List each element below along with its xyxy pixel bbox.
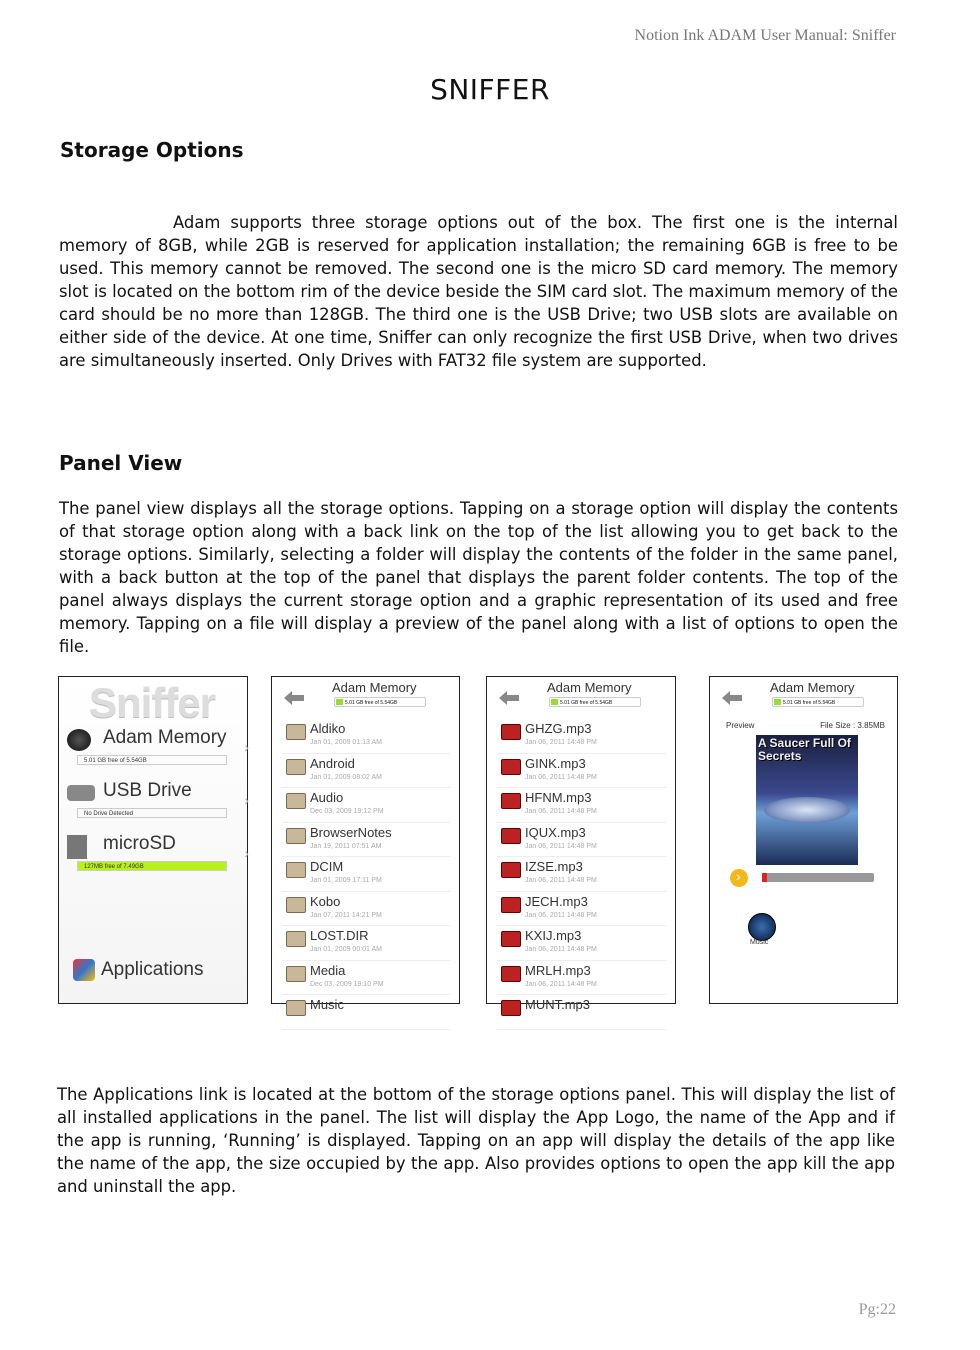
folder-icon <box>286 828 306 844</box>
mp3-file-icon <box>501 828 521 844</box>
folder-icon <box>286 931 306 947</box>
file-list-screenshot <box>486 676 676 1012</box>
sniffer-logo: Sniffer <box>89 679 216 726</box>
mp3-file-icon <box>501 862 521 878</box>
list-item[interactable] <box>282 823 451 858</box>
item-date: Jan 06, 2011 14:48 PM <box>525 946 597 953</box>
mp3-file-icon <box>501 966 521 982</box>
item-date: Jan 07, 2011 14:21 PM <box>310 911 382 919</box>
back-arrow-icon[interactable] <box>722 691 742 705</box>
list-item[interactable] <box>497 788 667 823</box>
item-date: Jan 06, 2011 14:48 PM <box>525 842 597 850</box>
storage-usage-bar <box>77 808 227 818</box>
page-title: SNIFFER <box>430 73 550 106</box>
item-date: Jan 01, 2009 01:13 AM <box>310 739 382 746</box>
item-name: JECH.mp3 <box>525 893 588 909</box>
brain-icon <box>67 729 91 751</box>
preview-label: Preview <box>726 721 755 730</box>
list-item[interactable] <box>282 857 451 892</box>
item-name: MUNT.mp3 <box>525 997 591 1012</box>
section-heading-panel-view: Panel View <box>59 451 183 475</box>
item-name: GINK.mp3 <box>525 755 586 771</box>
saucer-graphic <box>764 797 850 823</box>
applications-paragraph: The Applications link is located at the bottom of the storage options panel. This will display the list of all installed applications in the panel. The list will display the App Logo, the name of the App and if the app is running, ‘Running’ is displayed. Tapping on an app will display the details of the app like the name of the app, the size occupied by the app. Also provides options to open the app kill the app and uninstall the app. <box>57 1085 895 1196</box>
mp3-file-icon <box>501 759 521 775</box>
item-date: Dec 03, 2009 19:10 PM <box>310 980 384 988</box>
folder-icon <box>286 793 306 809</box>
folder-icon <box>286 862 306 878</box>
mp3-file-icon <box>501 724 521 740</box>
music-app-icon[interactable] <box>748 913 776 941</box>
item-name: IQUX.mp3 <box>525 824 586 840</box>
item-name: KXIJ.mp3 <box>525 928 582 943</box>
play-button[interactable] <box>730 869 748 887</box>
list-item[interactable] <box>282 719 451 754</box>
item-name: Audio <box>310 790 344 805</box>
list-item[interactable] <box>282 961 451 996</box>
item-name: Music <box>310 997 344 1012</box>
storage-options-text: Adam supports three storage options out of the box. The first one is the internal memory of 8GB, while 2GB is reserved for application installation; the remaining 6GB is free to be used. This memory cannot be removed. The second one is the micro SD card memory. The memory slot is located on the bottom rim of the device beside the SIM card slot. The maximum memory of the card should be no more than 128GB. The third one is the USB Drive; two USB slots are available on either side of the device. At one time, Sniffer can only recognize the first USB Drive, when two drives are simultaneously inserted. Only Drives with FAT32 file system are supported. <box>59 213 898 370</box>
item-name: Media <box>310 962 346 978</box>
item-name: GHZG.mp3 <box>525 721 592 736</box>
mp3-file-icon <box>501 931 521 947</box>
item-date: Jan 06, 2011 14:48 PM <box>525 980 597 988</box>
item-name: IZSE.mp3 <box>525 859 583 874</box>
item-date: Jan 01, 2009 17:11 PM <box>310 877 382 884</box>
mp3-file-icon <box>501 1000 521 1016</box>
panel-title: Adam Memory <box>547 680 632 695</box>
item-date: Jan 06, 2011 14:48 PM <box>525 911 597 919</box>
storage-usage-text: 127MB free of 7.49GB <box>84 864 144 870</box>
list-item[interactable] <box>497 857 667 892</box>
list-item[interactable] <box>497 892 667 927</box>
folder-icon <box>286 724 306 740</box>
folder-icon <box>286 1000 306 1016</box>
list-item[interactable] <box>497 823 667 858</box>
item-name: BrowserNotes <box>310 824 392 840</box>
panel-view-paragraph: The panel view displays all the storage options. Tapping on a storage option will display the contents of that storage option along with a back link on the top of the list allowing you to get back to the storage options. Similarly, selecting a folder will display the contents of the folder in the same panel, with a back button at the top of the panel that displays the parent folder contents. The top of the panel always displays the current storage option and a graphic representation of its used and free memory. Tapping on a file will display a preview of the panel along with a list of options to open the file. <box>59 499 898 656</box>
list-item[interactable] <box>497 754 667 789</box>
back-arrow-icon[interactable] <box>499 691 519 705</box>
list-item[interactable] <box>497 926 667 961</box>
album-cover-title: A Saucer Full Of Secrets <box>758 736 851 763</box>
list-item[interactable] <box>282 754 451 789</box>
mp3-file-icon <box>501 793 521 809</box>
storage-usage-text: 5.01 GB free of 5.54GB <box>84 758 147 764</box>
storage-options-paragraph <box>59 211 898 372</box>
back-arrow-icon[interactable] <box>284 691 304 705</box>
item-date: Jan 06, 2011 14:48 PM <box>525 877 597 884</box>
file-list <box>497 719 667 1030</box>
list-item[interactable] <box>282 892 451 927</box>
open-with-label: Music <box>750 939 769 946</box>
file-preview-screenshot <box>709 676 898 1004</box>
item-date: Jan 06, 2011 14:48 PM <box>525 808 597 815</box>
list-item[interactable] <box>282 995 451 1030</box>
list-item[interactable] <box>282 926 451 961</box>
storage-item-label: microSD <box>103 833 176 854</box>
item-name: HFNM.mp3 <box>525 790 592 805</box>
list-item[interactable] <box>497 719 667 754</box>
chevron-right-icon: › <box>244 792 249 808</box>
sd-card-icon <box>67 835 87 859</box>
running-head: Notion Ink ADAM User Manual: Sniffer <box>634 27 896 44</box>
page-number: Pg:22 <box>858 1301 896 1318</box>
item-date: Jan 01, 2009 00:01 AM <box>310 946 382 953</box>
folder-icon <box>286 897 306 913</box>
storage-usage-bar: 5.01 GB free of 5.54GB <box>772 697 864 707</box>
storage-usage-text: No Drive Detected <box>84 811 134 817</box>
item-name: Android <box>310 755 355 771</box>
folder-icon <box>286 759 306 775</box>
storage-item-label: USB Drive <box>103 780 192 801</box>
storage-usage-bar <box>77 861 227 871</box>
item-date: Jan 06, 2011 14:48 PM <box>525 773 597 781</box>
item-name: Aldiko <box>310 721 346 736</box>
item-date: Jan 06, 2011 14:48 PM <box>525 739 597 746</box>
item-name: DCIM <box>310 859 344 874</box>
playback-progress-bar[interactable] <box>762 873 874 882</box>
item-date: Jan 01, 2009 08:02 AM <box>310 773 382 781</box>
panel-title: Adam Memory <box>332 680 417 695</box>
panel-title: Adam Memory <box>770 680 855 695</box>
chevron-right-icon: › <box>244 739 249 755</box>
item-name: Kobo <box>310 893 341 909</box>
storage-item-label: Adam Memory <box>103 727 227 748</box>
usb-drive-icon <box>67 785 95 801</box>
item-name: MRLH.mp3 <box>525 962 591 978</box>
file-size: File Size : 3.85MB <box>820 721 885 730</box>
storage-usage-bar <box>77 755 227 765</box>
storage-usage-bar: 5.01 GB free of 5.54GB <box>334 697 426 707</box>
folder-icon <box>286 966 306 982</box>
storage-options-screenshot <box>58 676 248 1004</box>
item-date: Dec 03, 2009 19:12 PM <box>310 808 384 815</box>
folder-list-screenshot <box>271 676 460 1012</box>
applications-label: Applications <box>101 959 204 981</box>
applications-link[interactable] <box>73 959 203 981</box>
item-date: Jan 19, 2011 07:51 AM <box>310 842 382 850</box>
list-item[interactable] <box>497 961 667 996</box>
item-name: LOST.DIR <box>310 928 369 943</box>
list-item[interactable] <box>282 788 451 823</box>
list-item[interactable] <box>497 995 667 1030</box>
section-heading-storage-options: Storage Options <box>60 138 244 162</box>
storage-usage-bar: 5.01 GB free of 5.54GB <box>549 697 641 707</box>
applications-icon <box>73 959 95 981</box>
album-cover-image <box>756 735 858 865</box>
folder-list <box>282 719 451 1030</box>
chevron-right-icon: › <box>244 845 249 861</box>
mp3-file-icon <box>501 897 521 913</box>
